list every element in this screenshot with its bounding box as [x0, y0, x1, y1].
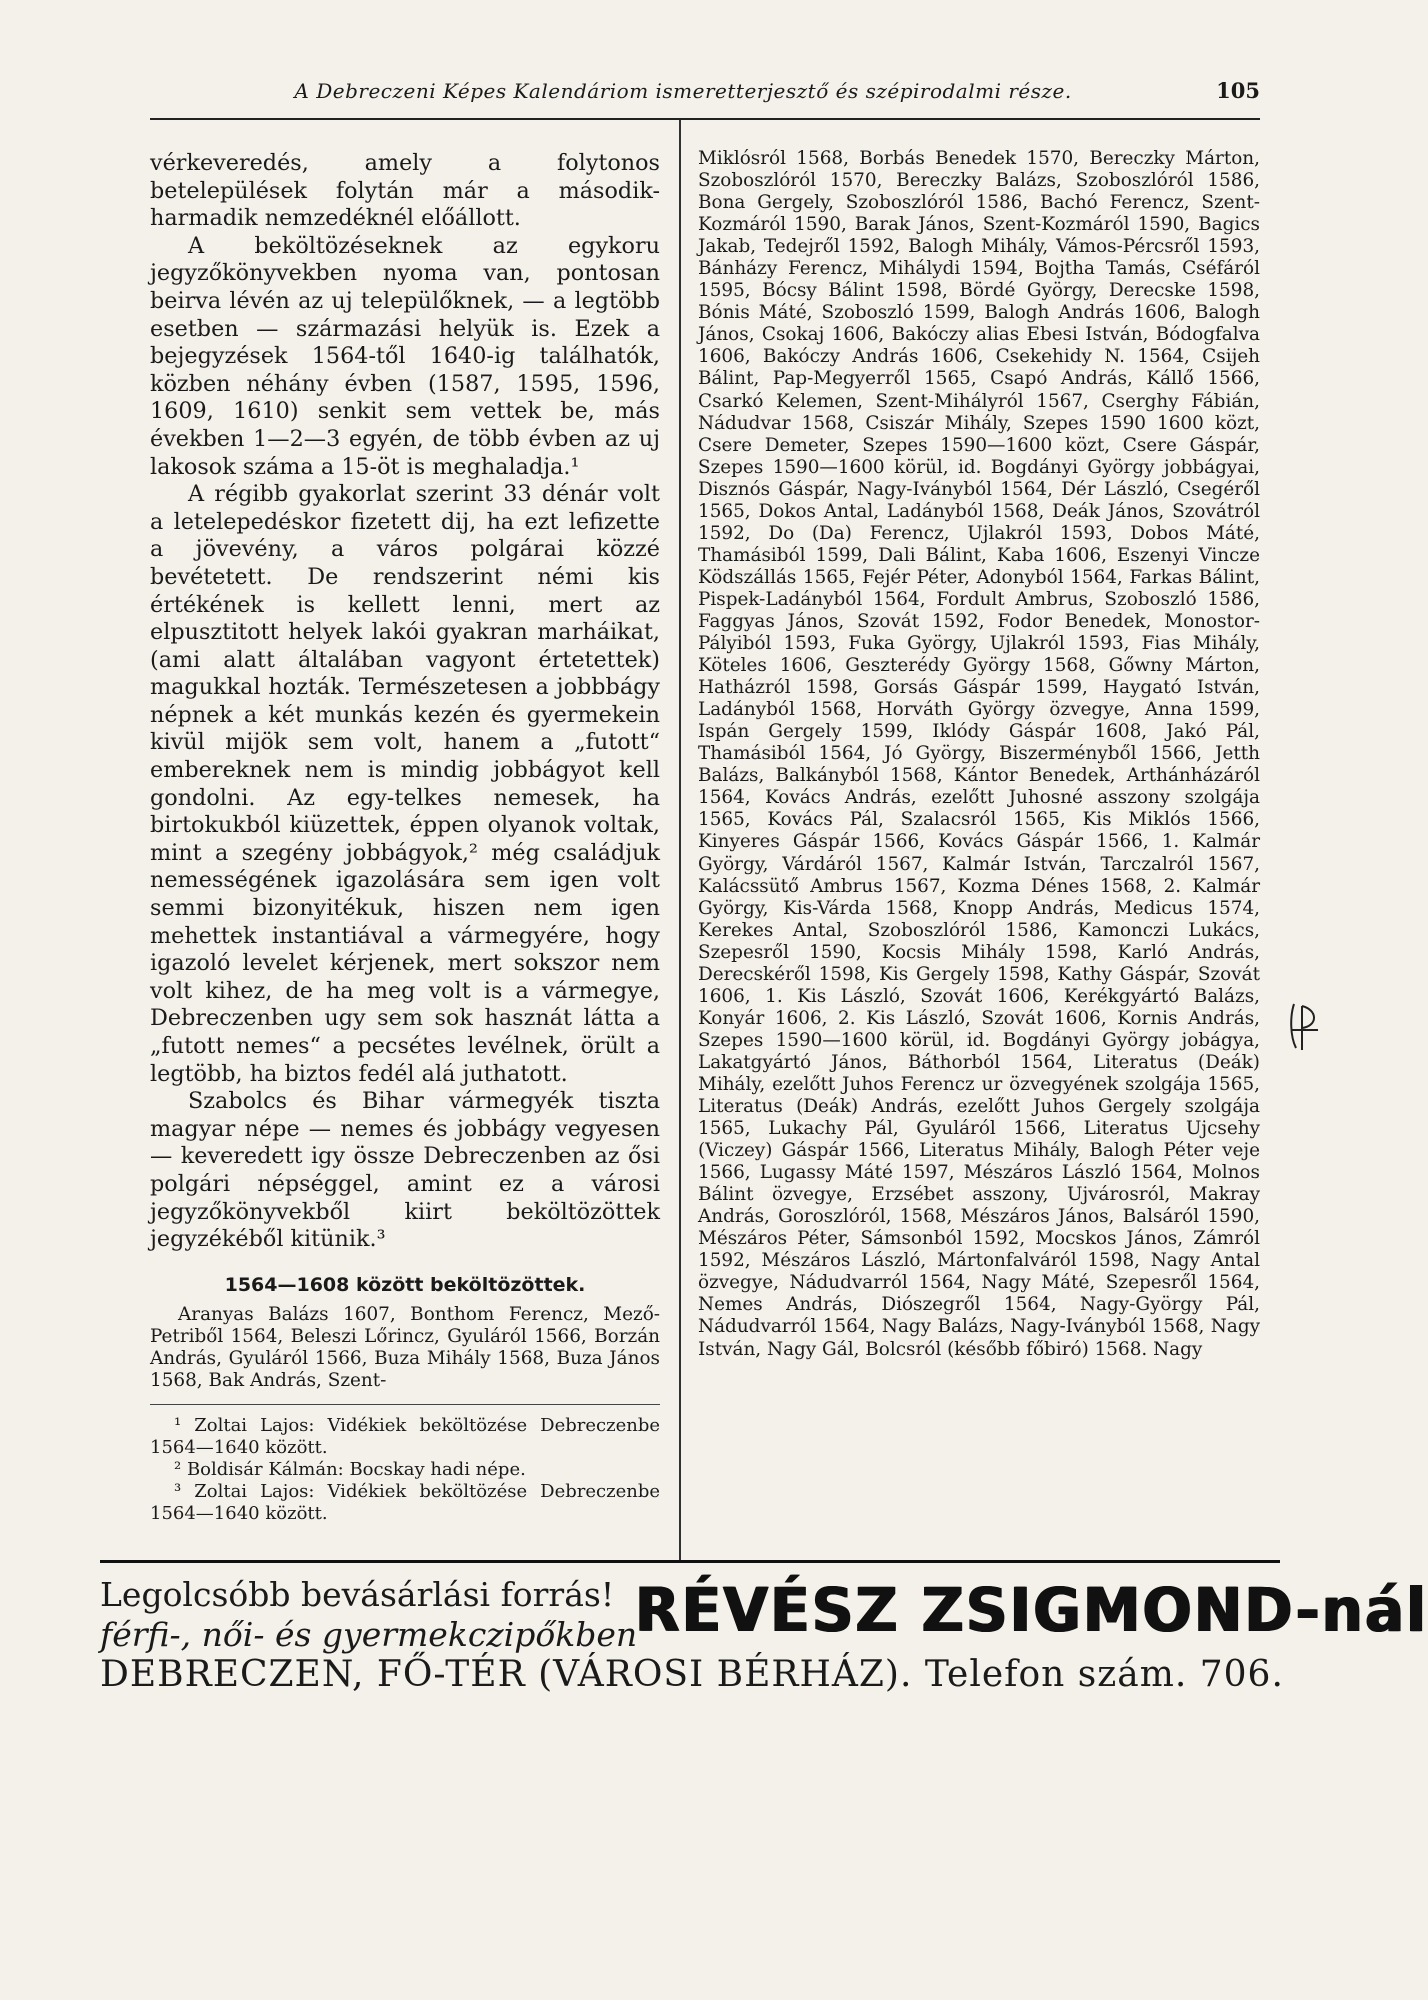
margin-ink-mark-icon	[1288, 1000, 1322, 1052]
advertisement-rule	[100, 1560, 1280, 1563]
ad-line-3: DEBRECZEN, FŐ-TÉR (VÁROSI BÉRHÁZ). Telefon szám. 706.	[100, 1654, 1284, 1695]
running-header	[150, 78, 1260, 118]
body-paragraph: A beköltözéseknek az egykoru jegyzőkönyvekben nyoma van, pontosan beirva lévén az uj települőknek, — a legtöbb esetben — származási helyük is. Ezek a bejegyzések 1564-től 1640-ig találhatók, közben néhány évben (1587, 1595, 1596, 1609, 1610) senkit sem vettek be, más években 1—2—3 egyén, de több évben az uj lakosok száma a 15-öt is meghaladja.¹	[150, 232, 660, 480]
left-column	[150, 150, 660, 1525]
body-paragraph: Szabolcs és Bihar vármegyék tiszta magyar népe — nemes és jobbágy vegyesen — keveredett igy össze Debreczenben az ősi polgári népséggel, amint ez a városi jegyzőkönyvekből kiirt beköltözöttek jegyzékéből kitünik.³	[150, 1088, 660, 1253]
advertisement	[100, 1570, 1428, 1770]
running-header-title: A Debreczeni Képes Kalendáriom ismeretterjesztő és szépirodalmi része.	[294, 79, 1072, 103]
body-paragraph: A régibb gyakorlat szerint 33 dénár volt a letelepedéskor fizetett dij, ha ezt lefizette a jövevény, a város polgárai közzé bevétetett. De rendszerint némi kis értékének is kellett lenni, mert az elpusztitott helyek lakói gyakran marháikat, (ami alatt általában vagyont értetettek) magukkal hozták. Természetesen a jobbbágy népnek a két munkás kezén és gyermekein kivül mijök sem volt, hanem a „futott“ embereknek nem is mindig jobbágyot kell gondolni. Az egy-telkes nemesek, ha birtokukból kiüzettek, éppen olyanok voltak, mint a szegény jobbágyok,² még családjuk nemességének igazolására sem igen volt semmi bizonyitékuk, hiszen nem igen mehettek instantiával a vármegyére, hogy igazoló levelet kérjenek, mert sokszor nem volt kihez, de ha meg volt is a vármegye, Debreczenben ugy sem sok hasznát látta a „futott nemes“ a pecsétes levélnek, örült a legtöbb, ha biztos fedél alá juthatott.	[150, 481, 660, 1087]
ad-line-1: Legolcsóbb bevásárlási forrás!	[100, 1575, 615, 1614]
ad-brand-name: RÉVÉSZ ZSIGMOND-nál	[635, 1574, 1428, 1646]
settlers-list-start: Aranyas Balázs 1607, Bonthom Ferencz, Mező-Petriből 1564, Beleszi Lőrincz, Gyuláról 1566, Borzán András, Gyuláról 1566, Buza Mihály 1568, Buza János 1568, Bak András, Szent-	[150, 1303, 660, 1391]
column-divider	[679, 120, 681, 1560]
right-column	[698, 148, 1260, 1361]
footnote-1: ¹ Zoltai Lajos: Vidékiek beköltözése Debreczenbe 1564—1640 között.	[150, 1414, 660, 1458]
ad-line-2: férfi-, női- és gyermekczipőkben	[100, 1615, 638, 1654]
header-rule	[150, 118, 1260, 120]
footnote-separator	[150, 1404, 660, 1405]
page-number: 105	[1216, 78, 1260, 103]
body-paragraph: vérkeveredés, amely a folytonos betelepülések folytán már a második-harmadik nemzedéknél előállott.	[150, 150, 660, 232]
footnote-2: ² Boldisár Kálmán: Bocskay hadi népe.	[174, 1458, 526, 1480]
settlers-list-continued: Miklósról 1568, Borbás Benedek 1570, Bereczky Márton, Szoboszlóról 1570, Bereczky Balázs, Szoboszlóról 1586, Bona Gergely, Szoboszlóról 1586, Bachó Ferencz, Szent-Kozmáról 1590, Barak János, Szent-Kozmáról 1590, Bagics Jakab, Tedejről 1592, Balogh Mihály, Vámos-Pércsről 1593, Bánházy Ferencz, Mihálydi 1594, Bojtha Tamás, Cséfáról 1595, Bócsy Bálint 1598, Bördé György, Derecske 1598, Bónis Máté, Szoboszló 1599, Balogh András 1606, Balogh János, Csokaj 1606, Bakóczy alias Ebesi István, Bódogfalva 1606, Bakóczy András 1606, Csekehidy N. 1564, Csijeh Bálint, Pap-Megyerről 1565, Csapó András, Kállő 1566, Csarkó Kelemen, Szent-Mihályról 1567, Cserghy Fábián, Nádudvar 1568, Csiszár Mihály, Szepes 1590 1600 közt, Csere Demeter, Szepes 1590—1600 közt, Csere Gáspár, Szepes 1590—1600 körül, id. Bogdányi György jobbágyai, Disznós Gáspár, Nagy-Iványból 1564, Dér László, Csegéről 1565, Dokos Antal, Ladányból 1568, Deák János, Szovátról 1592, Do (Da) Ferencz, Ujlakról 1593, Dobos Máté, Thamásiból 1599, Dali Bálint, Kaba 1606, Eszenyi Vincze Ködszállás 1565, Fejér Péter, Adonyból 1564, Farkas Bálint, Pispek-Ladányból 1564, Fordult Ambrus, Szoboszló 1586, Faggyas János, Szovát 1592, Fodor Benedek, Monostor-Pályiból 1593, Fuka György, Ujlakról 1593, Fias Mihály, Köteles 1606, Geszterédy György 1568, Gőwny Márton, Hatházról 1598, Gorsás Gáspár 1599, Haygató István, Ladányból 1568, Horváth György özvegye, Anna 1599, Ispán Gergely 1599, Iklódy Gáspár 1608, Jakó Pál, Thamásiból 1564, Jó György, Biszerményből 1566, Jetth Balázs, Balkányból 1568, Kántor Benedek, Arthánházáról 1564, Kovács András, ezelőtt Juhosné asszony szolgája 1565, Kovács Pál, Szalacsról 1565, Kis Miklós 1566, Kinyeres Gáspár 1566, Kovács Gáspár 1566, 1. Kalmár György, Várdáról 1567, Kalmár István, Tarczalról 1567, Kalácssütő Ambrus 1567, Kozma Dénes 1568, 2. Kalmár György, Kis-Várda 1568, Knopp András, Medicus 1574, Kerekes Antal, Szoboszlóról 1586, Kamonczi Lukács, Szepesről 1590, Kocsis Mihály 1598, Karló András, Derecskéről 1598, Kis Gergely 1598, Kathy Gáspár, Szovát 1606, 1. Kis László, Szovát 1606, Kerékgyártó Balázs, Konyár 1606, 2. Kis László, Szovát 1606, Kornis András, Szepes 1590—1600 körül, id. Bogdányi György jobágya, Lakatgyártó János, Báthorból 1564, Literatus (Deák) Mihály, ezelőtt Juhos Ferencz ur özvegyének szolgája 1565, Literatus (Deák) András, ezelőtt Juhos Gergely szolgája 1565, Lukachy Pál, Gyuláról 1566, Literatus Ujcsehy (Viczey) Gáspár 1566, Literatus Mihály, Balogh Péter veje 1566, Lugassy Máté 1597, Mészáros László 1564, Molnos Bálint özvegye, Erzsébet asszony, Ujvárosról, Makray András, Goroszlóról, 1568, Mészáros János, Balsáról 1590, Mészáros Péter, Sámsonból 1592, Mocskos János, Zámról 1592, Mészáros László, Mártonfalváról 1598, Nagy Antal özvegye, Nádudvarról 1564, Nagy Máté, Szepesről 1564, Nemes András, Diószegről 1564, Nagy-György Pál, Nádudvarról 1564, Nagy Balázs, Nagy-Iványból 1568, Nagy István, Nagy Gál, Bolcsról (később főbiró) 1568. Nagy	[698, 148, 1260, 1360]
footnote-3: ³ Zoltai Lajos: Vidékiek beköltözése Debreczenbe 1564—1640 között.	[150, 1480, 660, 1524]
section-heading: 1564—1608 között beköltözöttek.	[224, 1273, 586, 1296]
